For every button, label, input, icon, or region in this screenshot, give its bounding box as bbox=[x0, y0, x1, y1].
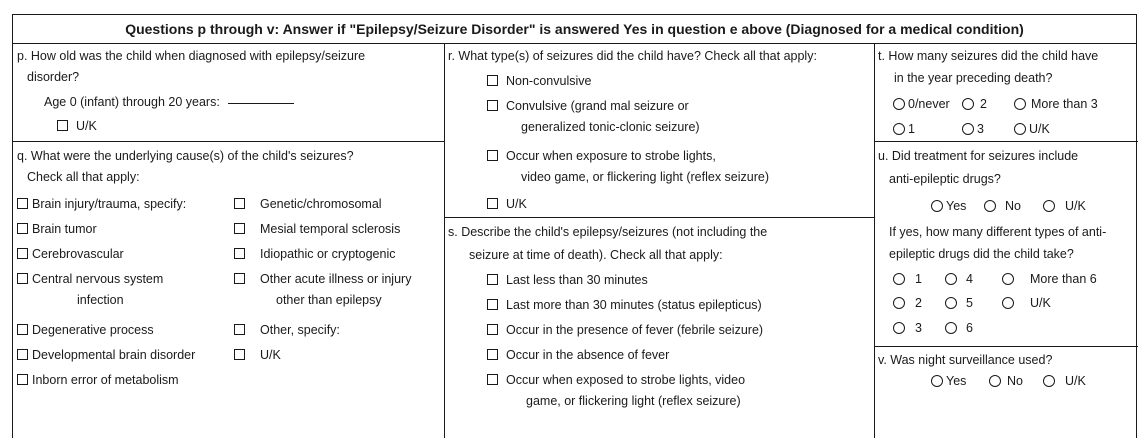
q-genetic-label: Genetic/chromosomal bbox=[260, 197, 382, 211]
age-field bbox=[44, 95, 294, 109]
u-option-no[interactable] bbox=[984, 199, 1021, 213]
divider-r-s bbox=[444, 217, 874, 218]
question-p-text-2: disorder? bbox=[27, 70, 80, 84]
t-option-uk[interactable] bbox=[1014, 122, 1050, 136]
p-uk-checkbox[interactable] bbox=[57, 120, 68, 131]
p-uk-option[interactable] bbox=[57, 119, 97, 133]
r-option-uk[interactable] bbox=[487, 197, 527, 211]
q-option-other-specify[interactable] bbox=[234, 323, 340, 337]
v-yes-radio[interactable] bbox=[931, 375, 943, 387]
r-option-reflex[interactable] bbox=[487, 149, 716, 163]
t-more-than-3-label: More than 3 bbox=[1031, 97, 1098, 111]
t-3-radio[interactable] bbox=[962, 123, 974, 135]
r-option-non-convulsive[interactable] bbox=[487, 74, 591, 88]
q-genetic-checkbox[interactable] bbox=[234, 198, 245, 209]
r-convulsive-label: Convulsive (grand mal seizure or bbox=[506, 99, 689, 113]
q-inborn-checkbox[interactable] bbox=[17, 374, 28, 385]
u-option-more-than-6[interactable] bbox=[1002, 272, 1097, 286]
u-option-uk[interactable] bbox=[1043, 199, 1086, 213]
u-4-radio[interactable] bbox=[945, 273, 957, 285]
t-option-0-never[interactable] bbox=[893, 97, 950, 111]
q-option-developmental[interactable] bbox=[17, 348, 195, 362]
question-q-text-2: Check all that apply: bbox=[27, 170, 140, 184]
divider-t-u bbox=[874, 141, 1138, 142]
t-1-label: 1 bbox=[908, 122, 915, 136]
s-fever-label: Occur in the presence of fever (febrile seizure) bbox=[506, 323, 764, 337]
q-option-cns-infection[interactable] bbox=[17, 272, 163, 286]
r-reflex-label: Occur when exposure to strobe lights, bbox=[506, 149, 716, 163]
r-reflex-checkbox[interactable] bbox=[487, 150, 498, 161]
s-more-30-checkbox[interactable] bbox=[487, 299, 498, 310]
t-2-label: 2 bbox=[980, 97, 987, 111]
s-more-30-label: Last more than 30 minutes (status epilepticus) bbox=[506, 298, 762, 312]
u-uk2-radio[interactable] bbox=[1002, 297, 1014, 309]
u-followup-text-1: If yes, how many different types of anti- bbox=[889, 225, 1107, 239]
q-option-inborn[interactable] bbox=[17, 373, 179, 387]
s-option-no-fever[interactable] bbox=[487, 348, 669, 362]
s-reflex-checkbox[interactable] bbox=[487, 374, 498, 385]
divider-p-q bbox=[13, 141, 444, 142]
q-option-mesial[interactable] bbox=[234, 222, 400, 236]
q-option-idiopathic[interactable] bbox=[234, 247, 396, 261]
s-reflex-label-cont: game, or flickering light (reflex seizure) bbox=[526, 394, 741, 408]
r-convulsive-checkbox[interactable] bbox=[487, 100, 498, 111]
question-u-text-2: anti-epileptic drugs? bbox=[889, 172, 1001, 186]
u-option-3[interactable] bbox=[893, 321, 922, 335]
question-r-text: r. What type(s) of seizures did the child have? Check all that apply: bbox=[448, 49, 817, 63]
u-yes-radio[interactable] bbox=[931, 200, 943, 212]
u-3-label: 3 bbox=[915, 321, 922, 335]
question-s-text-2: seizure at time of death). Check all that apply: bbox=[469, 248, 723, 262]
question-u-text-1: u. Did treatment for seizures include bbox=[878, 149, 1079, 163]
q-brain-tumor-label: Brain tumor bbox=[32, 222, 97, 236]
v-option-no[interactable] bbox=[989, 374, 1023, 388]
q-option-brain-injury[interactable] bbox=[17, 197, 186, 211]
q-cerebrovascular-label: Cerebrovascular bbox=[32, 247, 124, 261]
q-option-uk[interactable] bbox=[234, 348, 281, 362]
v-option-yes[interactable] bbox=[931, 374, 966, 388]
u-2-radio[interactable] bbox=[893, 297, 905, 309]
question-t-text-1: t. How many seizures did the child have bbox=[878, 49, 1099, 63]
s-no-fever-label: Occur in the absence of fever bbox=[506, 348, 670, 362]
r-uk-label: U/K bbox=[506, 197, 527, 211]
age-label: Age 0 (infant) through 20 years: bbox=[44, 95, 220, 109]
q-developmental-label: Developmental brain disorder bbox=[32, 348, 196, 362]
q-option-genetic[interactable] bbox=[234, 197, 382, 211]
seizure-questions-form bbox=[12, 14, 1137, 438]
v-no-radio[interactable] bbox=[989, 375, 1001, 387]
u-option-5[interactable] bbox=[945, 296, 973, 310]
u-4-label: 4 bbox=[966, 272, 973, 286]
q-cns-label-cont: infection bbox=[77, 293, 124, 307]
r-convulsive-label-cont: generalized tonic-clonic seizure) bbox=[521, 120, 700, 134]
v-yes-label: Yes bbox=[946, 374, 967, 388]
v-option-uk[interactable] bbox=[1043, 374, 1086, 388]
u-yes-label: Yes bbox=[946, 199, 967, 213]
q-idiopathic-label: Idiopathic or cryptogenic bbox=[260, 247, 396, 261]
s-option-less-30[interactable] bbox=[487, 273, 648, 287]
u-uk-radio[interactable] bbox=[1043, 200, 1055, 212]
u-2-label: 2 bbox=[915, 296, 922, 310]
t-0-never-radio[interactable] bbox=[893, 98, 905, 110]
q-idiopathic-checkbox[interactable] bbox=[234, 248, 245, 259]
u-more-than-6-radio[interactable] bbox=[1002, 273, 1014, 285]
q-other-specify-checkbox[interactable] bbox=[234, 324, 245, 335]
s-reflex-label: Occur when exposed to strobe lights, video bbox=[506, 373, 746, 387]
q-mesial-label: Mesial temporal sclerosis bbox=[260, 222, 401, 236]
s-no-fever-checkbox[interactable] bbox=[487, 349, 498, 360]
r-reflex-label-cont: video game, or flickering light (reflex seizure) bbox=[521, 170, 770, 184]
t-uk-radio[interactable] bbox=[1014, 123, 1026, 135]
t-more-than-3-radio[interactable] bbox=[1014, 98, 1026, 110]
u-option-uk2[interactable] bbox=[1002, 296, 1051, 310]
u-6-label: 6 bbox=[966, 321, 973, 335]
q-option-brain-tumor[interactable] bbox=[17, 222, 97, 236]
q-other-acute-checkbox[interactable] bbox=[234, 273, 245, 284]
q-degenerative-checkbox[interactable] bbox=[17, 324, 28, 335]
u-option-2[interactable] bbox=[893, 296, 922, 310]
age-blank-input[interactable] bbox=[228, 103, 294, 104]
u-option-6[interactable] bbox=[945, 321, 973, 335]
q-developmental-checkbox[interactable] bbox=[17, 349, 28, 360]
r-uk-checkbox[interactable] bbox=[487, 198, 498, 209]
q-brain-injury-checkbox[interactable] bbox=[17, 198, 28, 209]
u-option-1[interactable] bbox=[893, 272, 922, 286]
u-1-radio[interactable] bbox=[893, 273, 905, 285]
q-option-degenerative[interactable] bbox=[17, 323, 154, 337]
q-degenerative-label: Degenerative process bbox=[32, 323, 154, 337]
t-3-label: 3 bbox=[977, 122, 984, 136]
r-non-convulsive-checkbox[interactable] bbox=[487, 75, 498, 86]
q-cerebrovascular-checkbox[interactable] bbox=[17, 248, 28, 259]
question-t-text-2: in the year preceding death? bbox=[894, 71, 1053, 85]
question-s-text-1: s. Describe the child's epilepsy/seizures (not including the bbox=[448, 225, 768, 239]
v-uk-label: U/K bbox=[1065, 374, 1086, 388]
t-option-more-than-3[interactable] bbox=[1014, 97, 1098, 111]
s-option-more-30[interactable] bbox=[487, 298, 762, 312]
q-other-acute-label-cont: other than epilepsy bbox=[276, 293, 382, 307]
r-non-convulsive-label: Non-convulsive bbox=[506, 74, 592, 88]
u-more-than-6-label: More than 6 bbox=[1030, 272, 1097, 286]
q-cns-label: Central nervous system bbox=[32, 272, 164, 286]
q-brain-injury-label: Brain injury/trauma, specify: bbox=[32, 197, 187, 211]
q-option-other-acute[interactable] bbox=[234, 272, 411, 286]
q-other-acute-label: Other acute illness or injury bbox=[260, 272, 412, 286]
question-q-text-1: q. What were the underlying cause(s) of the child's seizures? bbox=[17, 149, 354, 163]
s-less-30-label: Last less than 30 minutes bbox=[506, 273, 648, 287]
t-0-never-label: 0/never bbox=[908, 97, 950, 111]
u-uk-label: U/K bbox=[1065, 199, 1086, 213]
r-option-convulsive[interactable] bbox=[487, 99, 689, 113]
q-brain-tumor-checkbox[interactable] bbox=[17, 223, 28, 234]
s-fever-checkbox[interactable] bbox=[487, 324, 498, 335]
u-followup-text-2: epileptic drugs did the child take? bbox=[889, 247, 1074, 261]
t-option-2[interactable] bbox=[962, 97, 987, 111]
q-uk-label: U/K bbox=[260, 348, 281, 362]
u-5-label: 5 bbox=[966, 296, 973, 310]
question-p-text-1: p. How old was the child when diagnosed with epilepsy/seizure bbox=[17, 49, 366, 63]
t-2-radio[interactable] bbox=[962, 98, 974, 110]
u-option-4[interactable] bbox=[945, 272, 973, 286]
p-uk-label: U/K bbox=[76, 119, 97, 133]
divider-u-v bbox=[874, 346, 1138, 347]
q-inborn-label: Inborn error of metabolism bbox=[32, 373, 179, 387]
question-v-text: v. Was night surveillance used? bbox=[878, 353, 1053, 367]
u-uk2-label: U/K bbox=[1030, 296, 1051, 310]
u-3-radio[interactable] bbox=[893, 322, 905, 334]
t-option-1[interactable] bbox=[893, 122, 915, 136]
q-option-cerebrovascular[interactable] bbox=[17, 247, 124, 261]
u-no-radio[interactable] bbox=[984, 200, 996, 212]
v-uk-radio[interactable] bbox=[1043, 375, 1055, 387]
t-1-radio[interactable] bbox=[893, 123, 905, 135]
u-no-label: No bbox=[1005, 199, 1021, 213]
q-cns-checkbox[interactable] bbox=[17, 273, 28, 284]
t-option-3[interactable] bbox=[962, 122, 984, 136]
q-other-specify-label: Other, specify: bbox=[260, 323, 340, 337]
s-option-fever[interactable] bbox=[487, 323, 763, 337]
u-5-radio[interactable] bbox=[945, 297, 957, 309]
column-divider-2 bbox=[874, 44, 875, 438]
s-less-30-checkbox[interactable] bbox=[487, 274, 498, 285]
q-mesial-checkbox[interactable] bbox=[234, 223, 245, 234]
u-1-label: 1 bbox=[915, 272, 922, 286]
v-no-label: No bbox=[1007, 374, 1023, 388]
s-option-reflex[interactable] bbox=[487, 373, 745, 387]
column-divider-1 bbox=[444, 44, 445, 438]
t-uk-label: U/K bbox=[1029, 122, 1050, 136]
u-6-radio[interactable] bbox=[945, 322, 957, 334]
section-header: Questions p through v: Answer if "Epilepsy/Seizure Disorder" is answered Yes in question e above (Diagnosed for a medical condition) bbox=[13, 15, 1136, 44]
u-option-yes[interactable] bbox=[931, 199, 966, 213]
q-uk-checkbox[interactable] bbox=[234, 349, 245, 360]
